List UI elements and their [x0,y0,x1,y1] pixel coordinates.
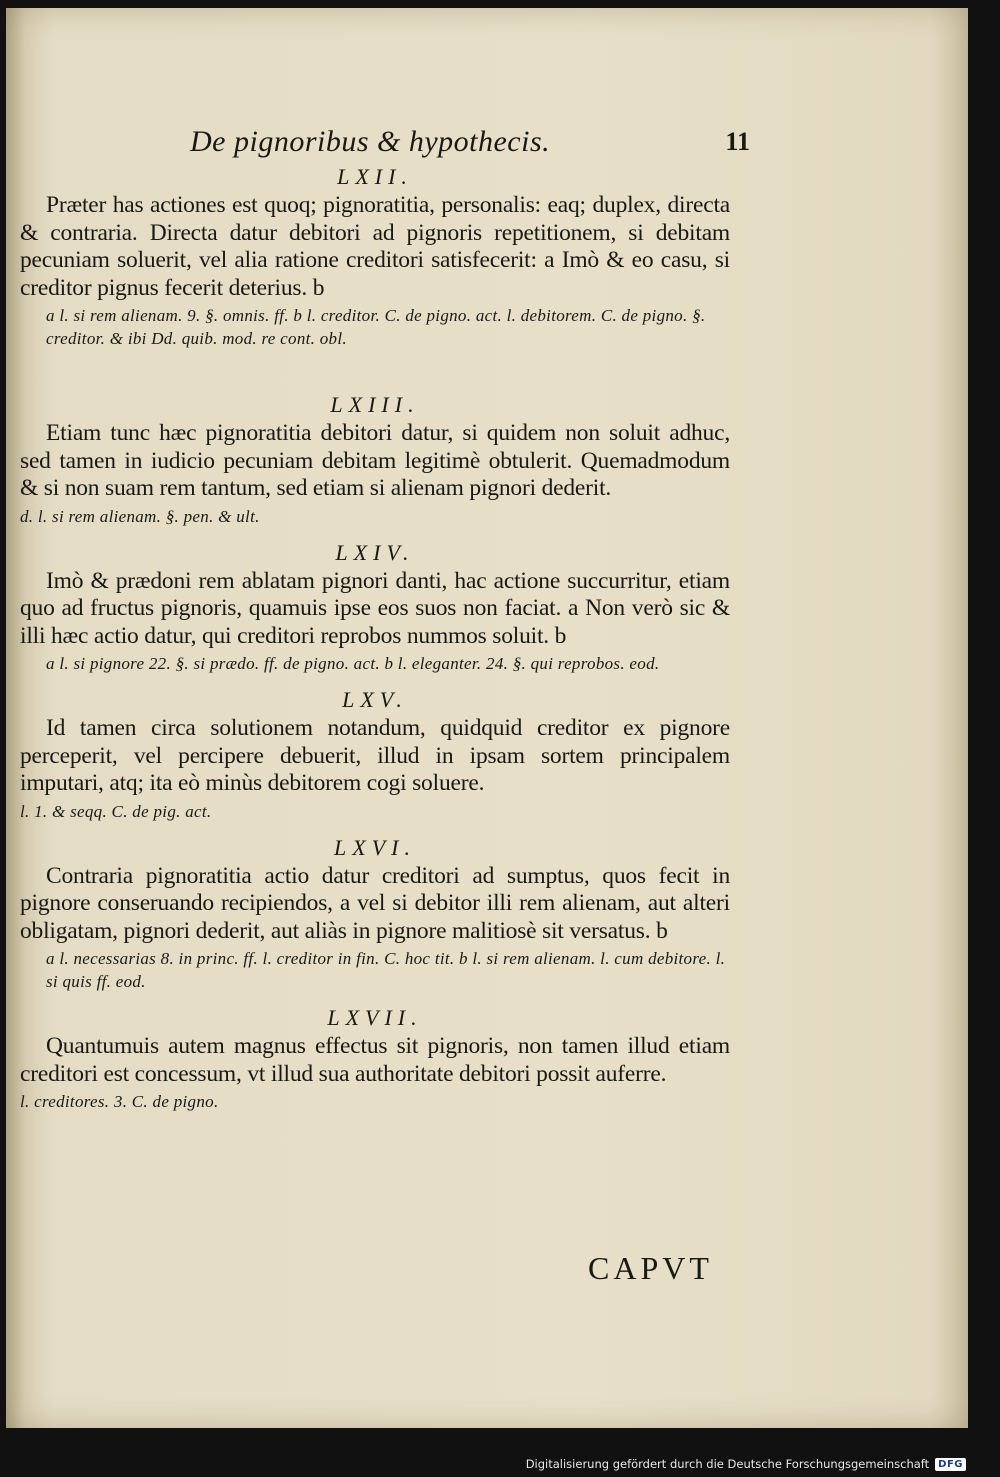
section-62 [20,162,730,350]
section-text: Id tamen circa solutionem notandum, quidquid creditor ex pignore perceperit, vel percipere debuerit, illud in ipsam sortem principalem imputari, atq; ita eò minùs debitorem cogi soluere. [20,715,730,796]
section-heading: LXVI. [334,834,416,860]
section-66 [20,833,730,994]
section-heading: LXV. [342,687,408,712]
section-text: Etiam tunc hæc pignoratitia debitori datur, si quidem non soluit adhuc, sed tamen in iudicio pecuniam debitam legitimè obtulerit. Quemadmodum & si non suam rem tantum, sed etiam si alienam pignori dederit. [20,420,730,501]
dfg-logo-icon: DFG [935,1458,966,1471]
section-note: l. creditores. 3. C. de pigno. [20,1092,219,1111]
section-note: a l. si pignore 22. §. si prædo. ff. de pigno. act. b l. eleganter. 24. §. qui reprobos. eod. [46,654,660,673]
section-65 [20,685,730,823]
running-header [190,125,750,165]
text-block [20,164,730,1113]
catchword: CAPVT [588,1250,713,1286]
digitization-footer [526,1457,966,1471]
section-note: a l. necessarias 8. in princ. ff. l. creditor in fin. C. hoc tit. b l. si rem alienam. l. cum debitore. l. si quis ff. eod. [46,949,726,991]
section-heading: LXII. [337,164,413,189]
section-64 [20,538,730,676]
section-text: Præter has actiones est quoq; pignoratitia, personalis: eaq; duplex, directa & contraria. Directa datur debitori ad pignoris repetitionem, si debitam pecuniam soluerit, vel alia ratione creditori satisfecerit: a Imò & eo casu, si creditor pignus fecerit deterius. b [20,192,730,301]
section-note: a l. si rem alienam. 9. §. omnis. ff. b l. creditor. C. de pigno. act. l. debitorem. C. de pigno. §. creditor. & ibi Dd. quib. mod. re cont. obl. [46,306,706,348]
page-number: 11 [725,127,750,156]
section-text: Imò & prædoni rem ablatam pignori danti, hac actione succurritur, etiam quo ad fructus pignoris, quamuis ipse eos suos non faciat. a Non verò sic & illi hæc actio datur, qui creditori reprobos nummos soluit. b [20,567,730,649]
section-heading: LXVII. [327,1005,423,1030]
running-title: De pignoribus & hypothecis. [190,125,551,158]
section-note: d. l. si rem alienam. §. pen. & ult. [20,506,260,526]
footer-credit: Digitalisierung gefördert durch die Deutsche Forschungsgemeinschaft [525,1457,930,1471]
section-67 [20,1003,730,1113]
section-heading: LXIV. [335,539,415,565]
section-heading: LXIII. [330,392,420,417]
section-63 [20,390,730,528]
section-text: Quantumuis autem magnus effectus sit pignoris, non tamen illud etiam creditori est concessum, vt illud sua authoritate debitori possit auferre. [20,1033,730,1087]
section-note: l. 1. & seqq. C. de pig. act. [20,801,212,821]
section-text: Contraria pignoratitia actio datur creditori ad sumptus, quos fecit in pignore conseruando recipiendos, a vel si debitor illi rem alienam, aut alteri obligatam, pignori dederit, aut aliàs in pignore malitiosè sit versatus. b [20,862,730,944]
